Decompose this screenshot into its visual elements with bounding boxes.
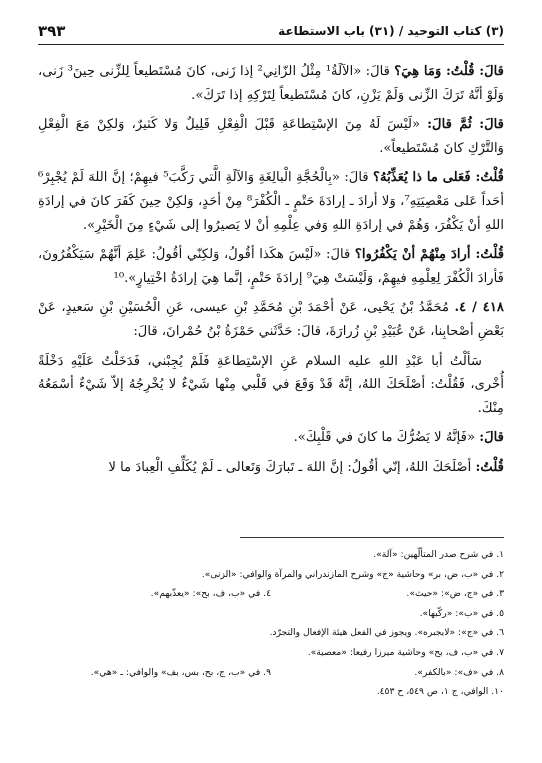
- footnote-row: [38, 584, 504, 604]
- paragraph: [38, 350, 504, 421]
- footnote: ٥. في «ب»: «ركّبها».: [419, 607, 504, 619]
- paragraph-text: قالَ: «بِالْحُجَّةِ الْبالِغَةِ وَالآلَةِ الَّتي رَكَّبَ⁵ فيهِمْ؛ إنَّ اللهَ لَمْ يُجْبِرْ⁶ أحَداً عَلى مَعْصِيَتِهِ⁷، وَلا أرادَ ـ إرادَةَ حَتْمٍ ـ الْكُفْرَ⁸ مِنْ أحَدٍ، وَلكِنْ حِينَ كَفَرَ كانَ في إرادَةِ اللهِ أنْ يَكْفُرَ، وَهُمْ في إرادَةِ اللهِ وَفي عِلْمِهِ أنْ لا يَصيرُوا إلى شَيْءٍ مِنَ الْخَيْرِ».: [38, 170, 504, 233]
- paragraph: [38, 426, 504, 450]
- paragraph-lead: قالَ: قُلْتُ: وَمَا هِيَ؟: [394, 64, 504, 79]
- hadith-number: ٤١٨ / ٤.: [454, 300, 505, 316]
- footnote: ٦. في «ج»: «لايجبره». ويجوز في الفعل هيئة الإفعال والتجرّد.: [269, 627, 504, 639]
- hadith-chain: [38, 296, 504, 343]
- paragraph-lead: قالَ:: [479, 430, 504, 446]
- paragraph-text: قالَ: «لَيْسَ هكَذا أقُولُ، وَلكِنّي أقُولُ: عَلِمَ أنَّهُمْ سَيَكْفُرُونَ، فَأرادَ الْكُفْرَ لِعِلْمِهِ فيهِمْ، وَلَيْسَتْ هِيَ⁹ إرادَةَ حَتْمٍ، إنَّما هِيَ إرادَةُ اخْتِيارٍ».¹⁰: [38, 247, 504, 286]
- footnote: ١٠. الوافي، ج ١، ص ٥٤٩، ح ٤٥٣.: [376, 686, 504, 698]
- running-header: [38, 22, 504, 42]
- paragraph: [38, 243, 504, 290]
- header-rule: [38, 44, 504, 45]
- footnotes: [38, 545, 504, 702]
- footnote: ٩. في «ب، ج، بح، بس، بف» والوافي: ـ «هي».: [90, 666, 271, 678]
- footnote: ٨. في «ف»: «بالكفر».: [414, 666, 504, 678]
- footnote: ١. في شرح صدر المتألّهين: «آلة».: [373, 549, 504, 560]
- paragraph-text: سَألْتُ أبا عَبْدِ اللهِ عليه السلام عَنِ الإسْتِطاعَةِ فَلَمْ يُجِبْني، فَدَخَلْتُ عَلَيْهِ دَخْلَةً أُخْرى، فَقُلْتُ: أصْلَحَكَ اللهُ، إنَّهُ قَدْ وَقَعَ في قَلْبي مِنْها شَيْءٌ لا يُخْرِجُهُ إلاّ شَيْءٌ أسْمَعُهُ مِنْكَ.: [38, 353, 504, 416]
- footnote: ٤. في «ب، ف، بح»: «يعذّبهم».: [150, 588, 271, 600]
- paragraph-lead: قُلْتُ:: [475, 459, 504, 475]
- paragraph-lead: قُلْتُ: أرادَ مِنْهُمْ أنْ يَكْفُرُوا؟: [354, 247, 504, 263]
- footnote-rule: [240, 537, 504, 538]
- main-text: [38, 60, 504, 486]
- paragraph-text: «لَيْسَ لَهُ مِنَ الإسْتِطاعَةِ قَبْلَ الْفِعْلِ قَلِيلٌ وَلا كَثيرٌ، وَلكِنْ مَعَ الْفِعْلِ وَالتَّرْكِ كانَ مُسْتَطيعاً».: [38, 117, 504, 156]
- paragraph: [38, 60, 504, 107]
- paragraph-lead: قالَ: ثُمَّ قالَ:: [427, 117, 504, 133]
- chapter-title: (٣) كتاب التوحيد / (٣١) باب الاستطاعة: [278, 24, 504, 38]
- footnote-row: [38, 663, 504, 683]
- footnote: ٣. في «ج، ض»: «حيث».: [406, 588, 504, 600]
- footnote: ٧. في «ب، ف، بح» وحاشية ميرزا رفيعا: «معصية».: [307, 646, 504, 658]
- footnote: ٢. في «ب، ض، بر» وحاشية «ج» وشرح المازندراني والمرآة والوافي: «الزنى».: [201, 568, 504, 580]
- paragraph: [38, 113, 504, 160]
- paragraph-lead: قُلْتُ: فَعَلى ما ذا يُعَذِّبُهُ؟: [373, 170, 504, 186]
- paragraph-text: أصْلَحَكَ اللهُ، إنّي أقُولُ: إنَّ اللهَ ـ تَبارَكَ وَتَعالى ـ لَمْ يُكَلِّفِ الْعِبادَ ما لا: [108, 459, 476, 475]
- paragraph-text: «فَإنَّهُ لا يَضُرُّكَ ما كانَ في قَلْبِكَ».: [293, 430, 480, 446]
- page-number: ٣٩٣: [38, 22, 66, 40]
- paragraph-text: مُحَمَّدُ بْنُ يَحْيى، عَنْ أحْمَدَ بْنِ مُحَمَّدِ بْنِ عيسى، عَنِ الْحُسَيْنِ بْنِ سَعيدٍ، عَنْ بَعْضِ أصْحابِنا، عَنْ عُبَيْدِ بْنِ زُرارَةَ، قالَ: حَدَّثَني حَمْزَةُ بْنُ حُمْرانَ، قالَ:: [38, 300, 504, 339]
- paragraph: [38, 166, 504, 237]
- paragraph-text: قالَ: «الآلَةُ¹ مِثْلُ الزّانِي² إذا زَنى، كانَ مُسْتَطيعاً لِلزِّنى حِينَ³ زَنى، وَلَوْ أنَّهُ تَرَكَ الزِّنى وَلَمْ يَزْنِ، كانَ مُسْتَطيعاً لِتَرْكِهِ إذا تَرَكَ».: [38, 64, 504, 103]
- paragraph: [38, 456, 504, 480]
